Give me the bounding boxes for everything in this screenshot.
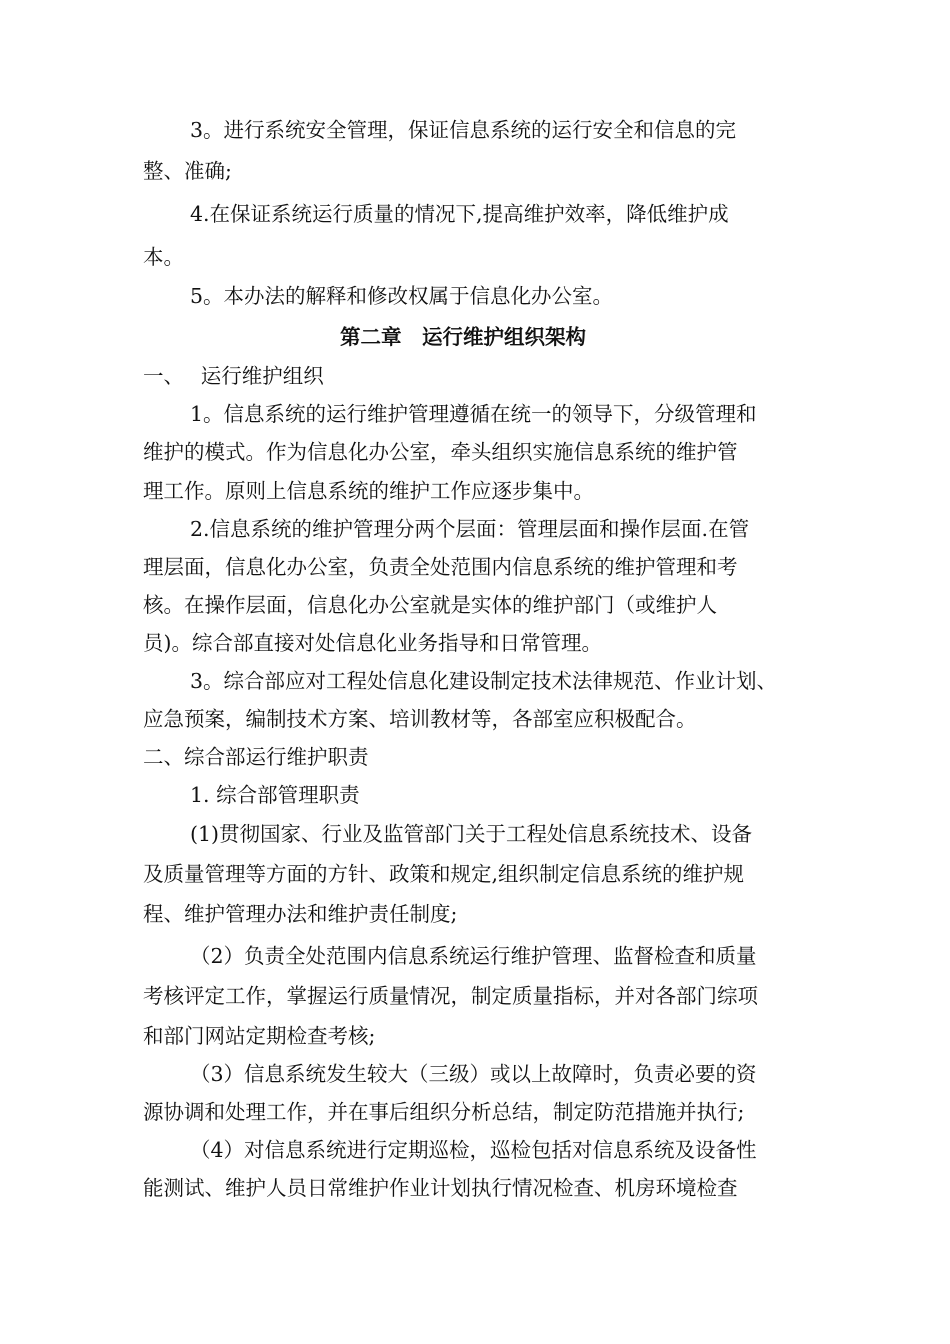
section-heading: 一、 运行维护组织 xyxy=(143,364,324,388)
body-line: 理工作。原则上信息系统的维护工作应逐步集中。 xyxy=(143,479,594,503)
body-line: 应急预案，编制技术方案、培训教材等，各部室应积极配合。 xyxy=(143,707,697,731)
body-line: 源协调和处理工作，并在事后组织分析总结，制定防范措施并执行; xyxy=(143,1100,745,1124)
body-line: 维护的模式。作为信息化办公室，牵头组织实施信息系统的维护管 xyxy=(143,440,738,464)
body-line: 考核评定工作，掌握运行质量情况，制定质量指标，并对各部门综项 xyxy=(143,984,758,1008)
subsection-heading: 1. 综合部管理职责 xyxy=(190,783,360,807)
body-line: 3。进行系统安全管理，保证信息系统的运行安全和信息的完 xyxy=(190,118,737,142)
body-line: （3）信息系统发生较大（三级）或以上故障时，负责必要的资 xyxy=(190,1062,757,1086)
body-line: 5。本办法的解释和修改权属于信息化办公室。 xyxy=(190,284,614,308)
body-line: 员)。综合部直接对处信息化业务指导和日常管理。 xyxy=(143,631,602,655)
body-line: （2）负责全处范围内信息系统运行维护管理、监督检查和质量 xyxy=(190,944,757,968)
body-line: 4.在保证系统运行质量的情况下,提高维护效率，降低维护成 xyxy=(190,202,729,226)
body-line: 核。在操作层面，信息化办公室就是实体的维护部门（或维护人 xyxy=(143,593,717,617)
body-line: 和部门网站定期检查考核; xyxy=(143,1024,376,1048)
body-line: 理层面，信息化办公室，负责全处范围内信息系统的维护管理和考 xyxy=(143,555,738,579)
body-line: 3。综合部应对工程处信息化建设制定技术法律规范、作业计划、 xyxy=(190,669,778,693)
body-line: 1。信息系统的运行维护管理遵循在统一的领导下，分级管理和 xyxy=(190,402,757,426)
body-line: 本。 xyxy=(143,245,184,269)
section-heading: 二、综合部运行维护职责 xyxy=(143,745,369,769)
body-line: 程、维护管理办法和维护责任制度; xyxy=(143,902,458,926)
body-line: 及质量管理等方面的方针、政策和规定,组织制定信息系统的维护规 xyxy=(143,862,745,886)
body-line: 能测试、维护人员日常维护作业计划执行情况检查、机房环境检查 xyxy=(143,1176,738,1200)
body-line: 整、准确; xyxy=(143,159,232,183)
body-line: （4）对信息系统进行定期巡检，巡检包括对信息系统及设备性 xyxy=(190,1138,757,1162)
chapter-heading: 第二章 运行维护组织架构 xyxy=(340,325,586,349)
body-line: 2.信息系统的维护管理分两个层面：管理层面和操作层面.在管 xyxy=(190,517,750,541)
body-line: (1)贯彻国家、行业及监管部门关于工程处信息系统技术、设备 xyxy=(190,822,753,846)
